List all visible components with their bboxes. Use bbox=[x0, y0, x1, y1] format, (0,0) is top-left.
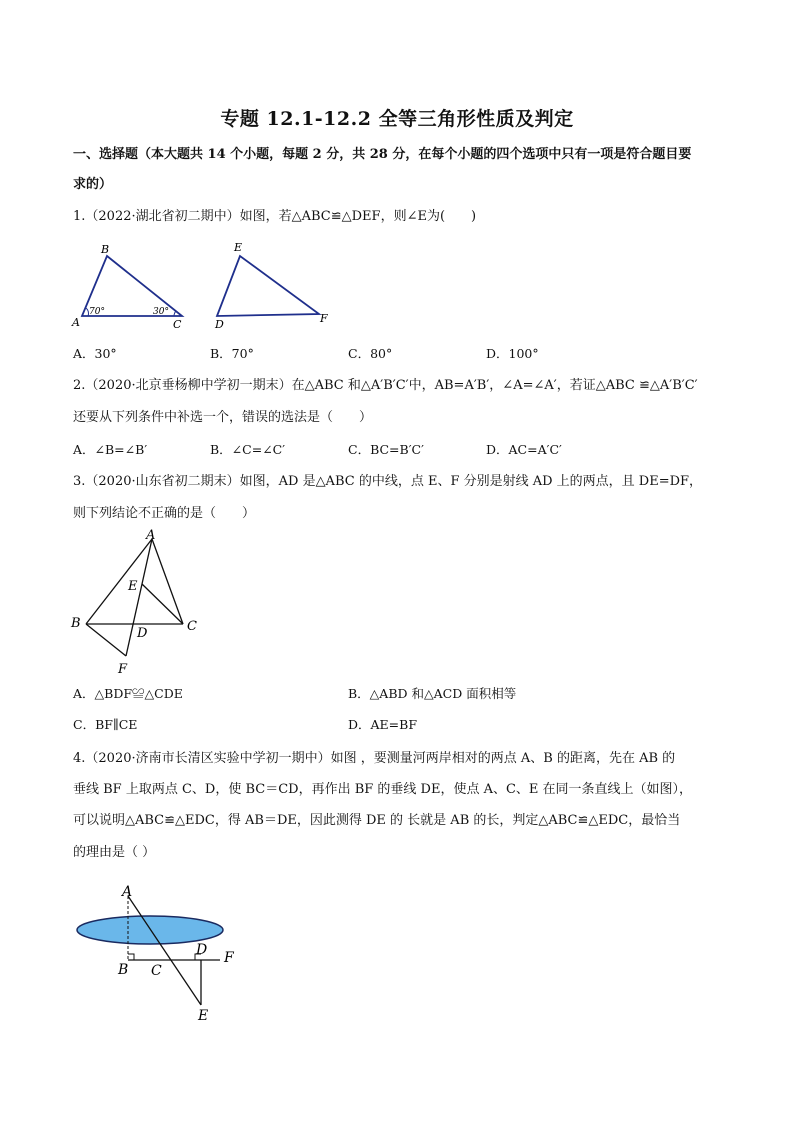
q3-label-c: C bbox=[187, 619, 197, 634]
q3-option-b[interactable]: B．△ABD 和△ACD 面积相等 bbox=[348, 686, 517, 701]
q1-option-d[interactable]: D．100° bbox=[486, 346, 539, 361]
q1-label-c: C bbox=[173, 318, 182, 331]
q3-label-d: D bbox=[137, 626, 148, 641]
q4-label-c: C bbox=[151, 963, 162, 979]
q3-figure bbox=[66, 526, 206, 682]
q1-stem: 1.（2022·湖北省初二期中）如图，若△ABC≌△DEF，则∠E为( ) bbox=[73, 209, 477, 224]
q3-stem-line1: 3.（2020·山东省初二期末）如图，AD 是△ABC 的中线，点 E、F 分别是射线 AD 上的两点，且 DE=DF， bbox=[73, 474, 703, 489]
q2-option-b[interactable]: B．∠C=∠C′ bbox=[210, 442, 286, 457]
q4-stem-line2: 垂线 BF 上取两点 C、D，使 BC＝CD，再作出 BF 的垂线 DE，使点 A、C、E 在同一条直线上（如图）， bbox=[73, 782, 693, 797]
q3-stem-line2: 则下列结论不正确的是（ ） bbox=[73, 506, 256, 521]
q1-angle-70: 70° bbox=[89, 307, 105, 317]
q1-label-b: B bbox=[101, 243, 110, 256]
q2-option-c[interactable]: C．BC=B′C′ bbox=[348, 442, 424, 457]
q1-angle-30: 30° bbox=[153, 307, 169, 317]
q4-label-b: B bbox=[118, 962, 129, 978]
section-heading-line2: 求的） bbox=[73, 177, 113, 192]
q3-option-a[interactable]: A．△BDF≌△CDE bbox=[73, 686, 183, 701]
q1-option-b[interactable]: B．70° bbox=[210, 346, 254, 361]
q3-label-f: F bbox=[118, 662, 128, 677]
q2-stem-line2: 还要从下列条件中补选一个，错误的选法是（ ） bbox=[73, 410, 373, 425]
q1-option-a[interactable]: A．30° bbox=[73, 346, 117, 361]
q4-label-f: F bbox=[224, 950, 234, 966]
q1-label-f: F bbox=[320, 312, 328, 325]
q4-stem-line3: 可以说明△ABC≌△EDC，得 AB＝DE，因此测得 DE 的 长就是 AB 的长，判定△ABC≌△EDC，最恰当 bbox=[73, 813, 681, 828]
q4-figure bbox=[70, 880, 260, 1028]
q2-stem-line1: 2.（2020·北京垂杨柳中学初一期末）在△ABC 和△A′B′C′中，AB=A′B′，∠A=∠A′，若证△ABC ≌△A′B′C′ bbox=[73, 378, 698, 393]
q1-label-a: A bbox=[72, 316, 80, 329]
q1-label-e: E bbox=[234, 241, 243, 254]
q1-label-d: D bbox=[215, 318, 224, 331]
q4-label-a: A bbox=[122, 884, 133, 900]
q4-stem-line1: 4.（2020·济南市长清区实验中学初一期中）如图 ，要测量河两岸相对的两点 A、B 的距离，先在 AB 的 bbox=[73, 751, 676, 766]
q1-option-c[interactable]: C．80° bbox=[348, 346, 393, 361]
q3-option-c[interactable]: C．BF∥CE bbox=[73, 717, 138, 732]
q1-figure bbox=[70, 236, 350, 334]
q3-label-e: E bbox=[128, 579, 138, 594]
page-title: 专题 12.1-12.2 全等三角形性质及判定 bbox=[220, 108, 574, 130]
section-heading-line1: 一、选择题（本大题共 14 个小题，每题 2 分，共 28 分，在每个小题的四个选项中只有一项是符合题目要 bbox=[73, 147, 692, 162]
q4-stem-line4: 的理由是（ ） bbox=[73, 845, 156, 860]
q3-option-d[interactable]: D．AE=BF bbox=[348, 717, 418, 732]
q2-option-a[interactable]: A．∠B=∠B′ bbox=[73, 442, 148, 457]
q4-label-d: D bbox=[196, 942, 208, 958]
q1-triangle-def bbox=[217, 256, 319, 316]
q4-label-e: E bbox=[198, 1008, 209, 1024]
q3-label-b: B bbox=[71, 616, 81, 631]
q2-option-d[interactable]: D．AC=A′C′ bbox=[486, 442, 562, 457]
q3-label-a: A bbox=[146, 528, 156, 543]
